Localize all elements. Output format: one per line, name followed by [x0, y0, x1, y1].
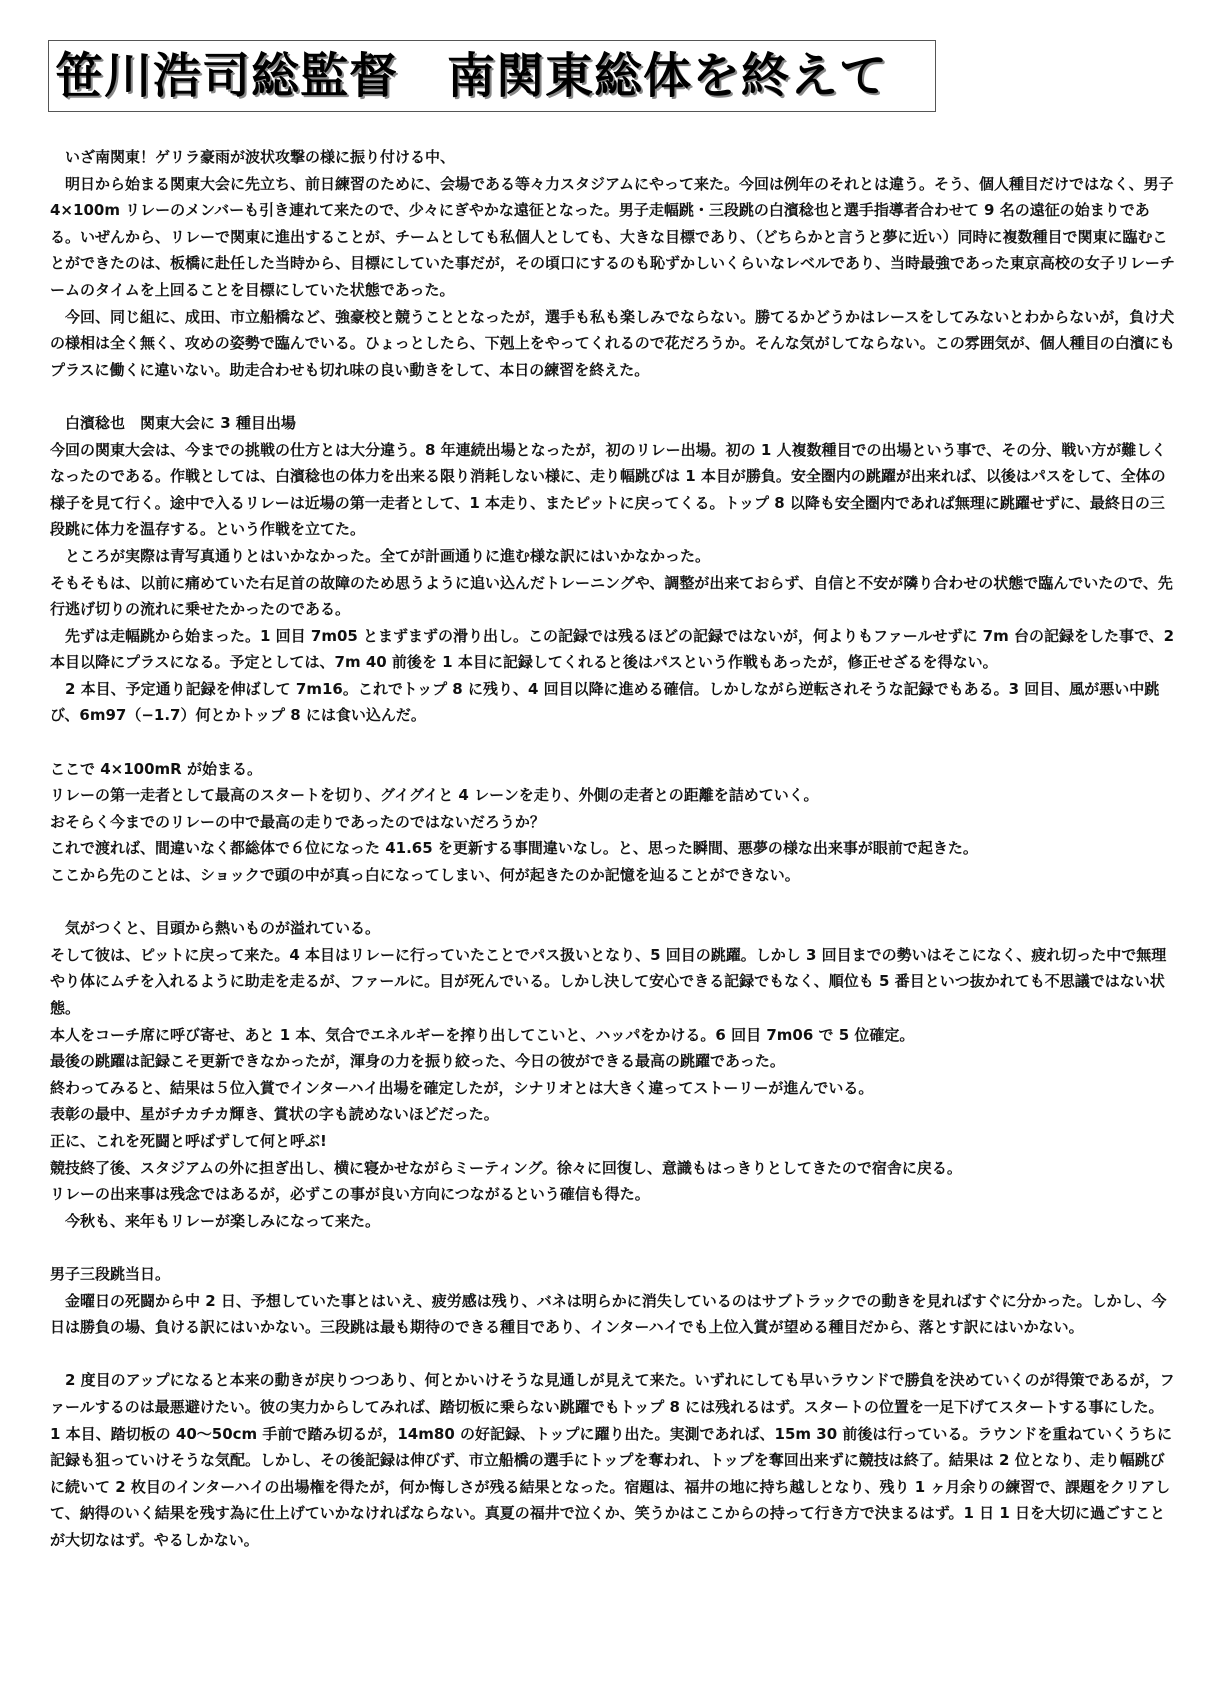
paragraph: 金曜日の死闘から中 2 日、予想していた事とはいえ、疲労感は残り、バネは明らかに消失しているのはサブトラックでの動きを見ればすぐに分かった。しかし、今日は勝負の場、負ける訳にはいかない。三段跳は最も期待のできる種目であり、インターハイでも上位入賞が望める種目だから、落とす訳にはいかない。 — [50, 1291, 1167, 1337]
spacer — [50, 1234, 1178, 1261]
spacer — [50, 889, 1178, 916]
title-box — [48, 40, 936, 112]
paragraph: そして彼は、ピットに戻って来た。4 本目はリレーに行っていたことでパス扱いとなり、5 回目の跳躍。しかし 3 回目までの勢いはそこになく、疲れ切った中で無理やり体にムチを入れるように助走を走るが、ファールに。目が死んでいる。しかし決して安心できる記録でもなく、順位も 5 番目といつ抜かれても不思議ではない状態。 — [50, 945, 1167, 1017]
section-heading: 白濱稔也 関東大会に 3 種目出場 — [50, 413, 296, 432]
paragraph: 今回、同じ組に、成田、市立船橋など、強豪校と競うこととなったが，選手も私も楽しみでならない。勝てるかどうかはレースをしてみないとわからないが，負け犬の様相は全く無く、攻めの姿勢で臨んでいる。ひょっとしたら、下剋上をやってくれるので花だろうか。そんな気がしてならない。この雰囲気が、個人種目の白濱にもプラスに働くに違いない。助走合わせも切れ味の良い動きをして、本日の練習を終えた。 — [50, 307, 1175, 379]
paragraph: 正に、これを死闘と呼ばずして何と呼ぶ! — [50, 1131, 327, 1150]
paragraph: 今回の関東大会は、今までの挑戦の仕方とは大分違う。8 年連続出場となったが，初のリレー出場。初の 1 人複数種目での出場という事で、その分、戦い方が難しくなったのである。作戦としては、白濱稔也の体力を出来る限り消耗しない様に、走り幅跳びは 1 本目が勝負。安全圏内の跳躍が出来れば、以後はパスをして、全体の様子を見て行く。途中で入るリレーは近場の第一走者として、1 本走り、またピットに戻ってくる。トップ 8 以降も安全圏内であれば無理に跳躍せずに、最終日の三段跳に体力を温存する。という作戦を立てた。 — [50, 440, 1167, 539]
spacer — [50, 1341, 1178, 1368]
document-title: 笹川浩司総監督 南関東総体を終えて — [55, 48, 889, 104]
paragraph: これで渡れば、間違いなく都総体で６位になった 41.65 を更新する事間違いなし。と、思った瞬間、悪夢の様な出来事が眼前で起きた。 — [50, 839, 978, 858]
paragraph: 2 本目、予定通り記録を伸ばして 7m16。これでトップ 8 に残り、4 回目以降に進める確信。しかしながら逆転されそうな記録でもある。3 回目、風が悪い中跳び、6m97（−1.7）何とかトップ 8 には食い込んだ。 — [50, 679, 1160, 725]
paragraph: 今秋も、来年もリレーが楽しみになって来た。 — [50, 1211, 381, 1230]
paragraph: 本人をコーチ席に呼び寄せ、あと 1 本、気合でエネルギーを搾り出してこいと、ハッパをかける。6 回目 7m06 で 5 位確定。 — [50, 1025, 915, 1044]
paragraph: 1 本目、踏切板の 40～50cm 手前で踏み切るが，14m80 の好記録、トップに躍り出た。実測であれば、15m 30 前後は行っている。ラウンドを重ねていくうちに記録も狙っていけそうな気配。しかし、その後記録は伸びず、市立船橋の選手にトップを奪われ、トップを奪回出来ずに競技は終了。結果は 2 位となり、走り幅跳びに続いて 2 枚目のインターハイの出場権を得たが，何か悔しさが残る結果となった。宿題は、福井の地に持ち越しとなり、残り 1 ヶ月余りの練習で、課題をクリアして、納得のいく結果を残す為に仕上げていかなければならない。真夏の福井で泣くか、笑うかはここからの持って行き方で決まるはず。1 日 1 日を大切に過ごすことが大切なはず。やるしかない。 — [50, 1424, 1172, 1549]
paragraph: リレーの第一走者として最高のスタートを切り、グイグイと 4 レーンを走り、外側の走者との距離を詰めていく。 — [50, 786, 819, 805]
paragraph: 競技終了後、スタジアムの外に担ぎ出し、横に寝かせながらミーティング。徐々に回復し、意識もはっきりとしてきたので宿舎に戻る。 — [50, 1158, 962, 1177]
paragraph: ここで 4×100mR が始まる。 — [50, 759, 262, 778]
paragraph: ここから先のことは、ショックで頭の中が真っ白になってしまい、何が起きたのか記憶を辿ることができない。 — [50, 866, 800, 885]
spacer — [50, 729, 1178, 756]
paragraph: 明日から始まる関東大会に先立ち、前日練習のために、会場である等々力スタジアムにやって来た。今回は例年のそれとは違う。そう、個人種目だけではなく、男子 4×100m リレーのメンバーも引き連れて来たので、少々にぎやかな遠征となった。男子走幅跳・三段跳の白濱稔也と選手指導者合わせて 9 名の遠征の始まりである。いぜんから、リレーで関東に進出することが、チームとしても私個人としても、大きな目標であり、（どちらかと言うと夢に近い）同時に複数種目で関東に臨むことができたのは、板橋に赴任した当時から、目標にしていた事だが，その頃口にするのも恥ずかしいくらいなレベルであり、当時最強であった東京高校の女子リレーチームのタイムを上回ることを目標にしていた状態であった。 — [50, 174, 1179, 299]
paragraph: 表彰の最中、星がチカチカ輝き、賞状の字も読めないほどだった。 — [50, 1105, 499, 1124]
paragraph: いざ南関東！ゲリラ豪雨が波状攻撃の様に振り付ける中、 — [50, 148, 456, 166]
paragraph: ところが実際は青写真通りとはいかなかった。全てが計画通りに進む様な訳にはいかなかった。 — [50, 546, 711, 565]
paragraph: 2 度目のアップになると本来の動きが戻りつつあり、何とかいけそうな見通しが見えて来た。いずれにしても早いラウンドで勝負を決めていくのが得策であるが，ファールするのは最悪避けたい。彼の実力からしてみれば、踏切板に乗らない跳躍でもトップ 8 には残れるはず。スタートの位置を一足下げてスタートする事にした。 — [50, 1371, 1175, 1416]
paragraph: 先ずは走幅跳から始まった。1 回目 7m05 とまずまずの滑り出し。この記録では残るほどの記録ではないが，何よりもファールせずに 7m 台の記録をした事で、2 本目以降にプラスになる。予定としては、7m 40 前後を 1 本目に記録してくれると後はパスという作戦もあったが，修正せざるを得ない。 — [50, 626, 1180, 672]
paragraph: 終わってみると、結果は５位入賞でインターハイ出場を確定したが，シナリオとは大きく違ってストーリーが進んでいる。 — [50, 1078, 874, 1097]
section-heading: 男子三段跳当日。 — [50, 1264, 171, 1283]
spacer — [50, 383, 1178, 410]
paragraph: おそらく今までのリレーの中で最高の走りであったのではないだろうか？ — [50, 812, 545, 831]
paragraph: 最後の跳躍は記録こそ更新できなかったが，渾身の力を振り絞った、今日の彼ができる最高の跳躍であった。 — [50, 1052, 785, 1071]
paragraph: 気がつくと、目頭から熱いものが溢れている。 — [50, 919, 381, 938]
document-body — [50, 144, 1178, 1553]
paragraph: そもそもは、以前に痛めていた右足首の故障のため思うように追い込んだトレーニングや、調整が出来ておらず、自信と不安が隣り合わせの状態で臨んでいたので、先行逃げ切りの流れに乗せたかったのである。 — [50, 573, 1173, 619]
paragraph: リレーの出来事は残念ではあるが，必ずこの事が良い方向につながるという確信も得た。 — [50, 1185, 650, 1204]
